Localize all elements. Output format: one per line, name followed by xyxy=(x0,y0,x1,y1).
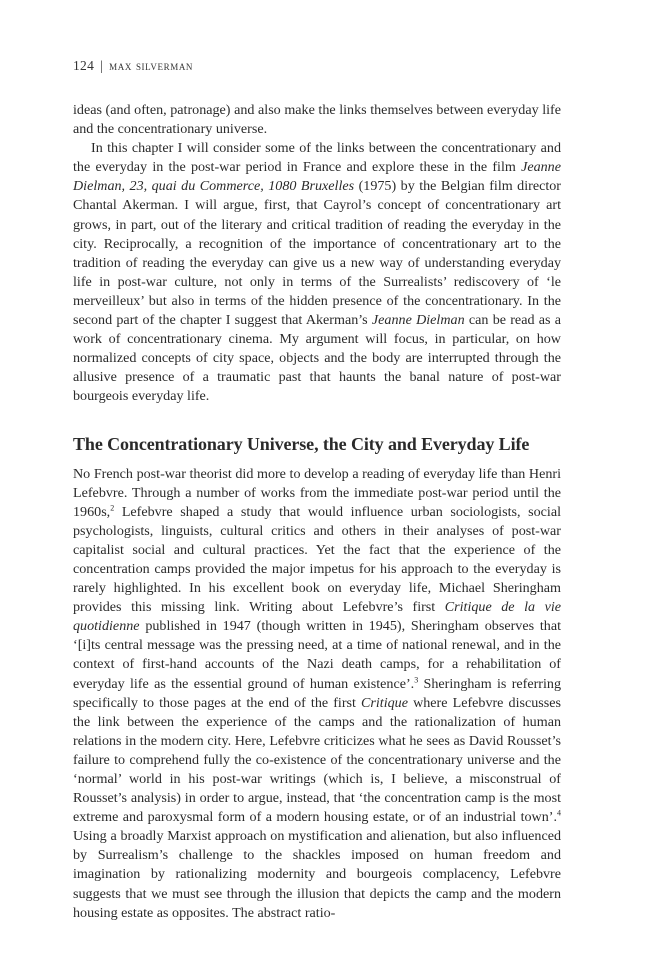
paragraph-2-text-a: In this chapter I will consider some of the links between the concentrationary and the everyday in the post-war period in France and explore these in the film xyxy=(73,140,561,176)
running-head-author: max silverman xyxy=(109,58,194,73)
film-title: Jeanne Dielman, 23, quai du Commerce, 1080 Bruxelles xyxy=(73,159,561,195)
header-separator: | xyxy=(100,58,104,73)
paragraph-3-text-e: where Lefebvre discusses the link between the experience of the camps and the rationalization of human relations in the modern city. Here, Lefebvre criticizes what he sees as David Rousset’s failure to comprehend fully the co-existence of the concentrationary universe and the ‘normal’ world in his post-war writings (which is, I believe, a misconstrual of Rousset’s analysis) in order to argue, instead, that ‘the concentration camp is the most extreme and paroxysmal form of a modern housing estate, or of an industrial town’. xyxy=(73,694,561,826)
paragraph-3-text-a: No French post-war theorist did more to develop a reading of everyday life than Henri Lefebvre. Through a number of works from the immediate post-war period until the 1960s, xyxy=(73,465,561,520)
paragraph-2-text-b: (1975) by the Belgian film director Chantal Akerman. I will argue, first, that Cayrol’s concept of concentrationary art grows, in part, out of the literary and critical tradition of reading the everyday in the city. Reciprocally, a recognition of the importance of concentrationary art to the tradition of reading the everyday can give us a new way of understanding everyday life in post-war culture, not only in terms of the Surrealists’ rediscovery of ‘le merveilleux’ but also in terms of the hidden presence of the concentrationary. In the second part of the chapter I suggest that Akerman’s xyxy=(73,178,561,329)
paragraph-2-text-c: can be read as a work of concentrationary cinema. My argument will focus, in particular, on how normalized concepts of city space, objects and the body are interrupted through the allusive presence of a traumatic past that haunts the banal nature of post-war bourgeois everyday life. xyxy=(73,312,561,405)
page-number: 124 xyxy=(73,58,95,73)
paragraph-3 xyxy=(73,465,561,923)
film-title-short: Jeanne Dielman xyxy=(371,312,465,329)
paragraph-3-text-f: Using a broadly Marxist approach on mystification and alienation, but also influenced by Surrealism’s challenge to the shackles imposed on human freedom and imagination by rationalizing modernity and bourgeois complacency, Lefebvre suggests that we must see through the illusion that depicts the camp and the modern housing estate as opposites. The abstract ratio- xyxy=(73,828,561,921)
paragraph-1: ideas (and often, patronage) and also make the links themselves between everyday life and the concentrationary universe. xyxy=(73,102,561,138)
critique-title: Critique xyxy=(361,694,408,711)
paragraph-3-text-b: Lefebvre shaped a study that would influence urban sociologists, social psychologists, linguists, cultural critics and others in their analyses of post-war capitalist social and cultural practices. Yet the fact that the experience of the concentration camps provided the major impetus for his approach to the everyday is rarely highlighted. In his excellent book on everyday life, Michael Sheringham provides this missing link. Writing about Lefebvre’s first xyxy=(73,503,561,616)
book-title: Critique de la vie quotidienne xyxy=(73,599,561,635)
paragraph-3-text-d: Sheringham is referring specifically to those pages at the end of the first xyxy=(73,675,562,711)
paragraph-2 xyxy=(73,139,561,406)
footnote-ref-2: 2 xyxy=(110,503,115,512)
footnote-ref-3: 3 xyxy=(414,674,419,684)
footnote-ref-4: 4 xyxy=(557,808,561,818)
running-head xyxy=(73,58,561,74)
paragraph-3-text-c: published in 1947 (though written in 1945), Sheringham observes that ‘[i]ts central message was the pressing need, at a time of national renewal, and in the context of first-hand accounts of the Nazi death camps, for a rehabilitation of everyday life as the essential ground of human existence’. xyxy=(73,618,561,692)
section-heading: The Concentrationary Universe, the City and Everyday Life xyxy=(73,433,530,454)
book-page xyxy=(73,58,561,923)
